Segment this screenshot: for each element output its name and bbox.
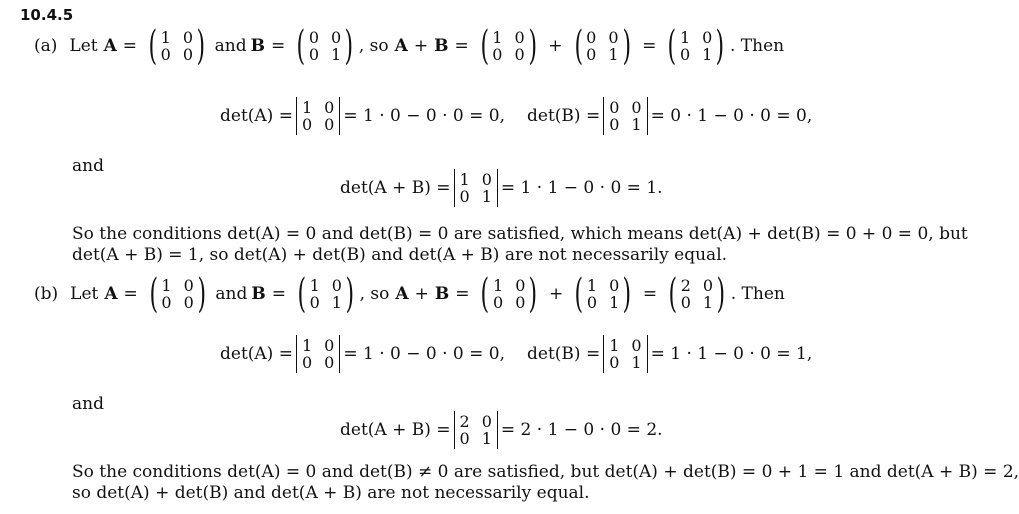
det-a-matrix: 1 0 0 0 — [296, 97, 340, 135]
let-word: Let — [69, 36, 98, 56]
matrix-a: ( 1 0 0 0 ) — [149, 271, 206, 317]
matrix-sum: ( 2 0 0 1 ) — [668, 271, 726, 317]
det-sum-matrix: 1 0 0 1 — [454, 169, 498, 207]
and-word: and — [72, 394, 104, 414]
matrix-a-name: A — [395, 284, 409, 304]
det-a-label: det(A) = — [220, 106, 293, 126]
det-a-matrix: 1 0 0 0 — [296, 335, 340, 373]
equals-sign: = — [642, 36, 657, 56]
matrix-b-name: B — [251, 284, 266, 304]
det-b-matrix: 0 0 0 1 — [603, 97, 647, 135]
equals-sign: = — [270, 36, 286, 56]
then-word: . Then — [729, 36, 785, 56]
det-sum-result: = 2 · 1 − 0 · 0 = 2. — [500, 420, 663, 440]
det-a-result: = 1 · 0 − 0 · 0 = 0, — [343, 344, 506, 364]
part-a-statement — [34, 24, 784, 68]
matrix-a: ( 1 0 0 0 ) — [148, 23, 206, 69]
plus-sign: + — [413, 36, 429, 56]
matrix-a-name: A — [394, 36, 408, 56]
matrix-b-name: B — [434, 36, 449, 56]
part-b-conclusion-line-2: so det(A) + det(B) and det(A + B) are not necessarily equal. — [72, 483, 590, 503]
equals-sign: = — [123, 284, 138, 304]
equals-sign: = — [455, 284, 470, 304]
part-b-conclusion-line-1: So the conditions det(A) = 0 and det(B) ≠ 0 are satisfied, but det(A) + det(B) = 0 + 1 = 1 and det(A + B) = 2, — [72, 462, 1019, 482]
det-sum-label: det(A + B) = — [340, 420, 451, 440]
equals-sign: = — [271, 284, 286, 304]
and-word: and — [214, 36, 247, 56]
part-b-label: (b) — [34, 284, 59, 304]
matrix-b: ( 0 0 0 1 ) — [296, 23, 354, 69]
det-sum-label: det(A + B) = — [340, 178, 451, 198]
matrix-sum: ( 1 0 0 1 ) — [667, 23, 725, 69]
plus-sign: + — [549, 284, 564, 304]
det-b-matrix: 1 0 0 1 — [603, 335, 647, 373]
det-a-result: = 1 · 0 − 0 · 0 = 0, — [343, 106, 506, 126]
det-sum-result: = 1 · 1 − 0 · 0 = 1. — [500, 178, 663, 198]
matrix-a-copy: ( 1 0 0 0 ) — [480, 23, 537, 69]
det-b-label: det(B) = — [527, 106, 601, 126]
part-b-statement — [34, 272, 785, 316]
det-b-label: det(B) = — [527, 344, 601, 364]
equals-sign: = — [454, 36, 469, 56]
then-word: . Then — [730, 284, 785, 304]
plus-sign: + — [414, 284, 429, 304]
equals-sign: = — [642, 284, 658, 304]
matrix-b-copy: ( 0 0 0 1 ) — [574, 23, 631, 69]
part-a-conclusion-line-2: det(A + B) = 1, so det(A) + det(B) and det(A + B) are not necessarily equal. — [72, 245, 728, 265]
det-sum-matrix: 2 0 0 1 — [454, 411, 498, 449]
so-word: , so — [358, 36, 389, 56]
matrix-a-copy: ( 1 0 0 0 ) — [480, 271, 538, 317]
det-b-result: = 0 · 1 − 0 · 0 = 0, — [650, 106, 813, 126]
part-a-label: (a) — [34, 36, 58, 56]
let-word: Let — [70, 284, 99, 304]
part-b-det-sum-line — [340, 408, 663, 452]
so-word: , so — [359, 284, 390, 304]
matrix-a-name: A — [104, 284, 118, 304]
and-word: and — [215, 284, 248, 304]
part-a-det-line — [220, 94, 812, 138]
exercise-number: 10.4.5 — [20, 6, 74, 24]
matrix-b: ( 1 0 0 1 ) — [297, 271, 355, 317]
matrix-b-name: B — [250, 36, 265, 56]
equals-sign: = — [122, 36, 138, 56]
matrix-b-name: B — [434, 284, 450, 304]
det-b-result: = 1 · 1 − 0 · 0 = 1, — [650, 344, 813, 364]
and-word: and — [72, 156, 104, 176]
part-a-det-sum-line — [340, 166, 663, 210]
part-a-conclusion-line-1: So the conditions det(A) = 0 and det(B) = 0 are satisfied, which means det(A) + det(B) = 0 + 0 = 0, but — [72, 224, 968, 244]
det-a-label: det(A) = — [220, 344, 293, 364]
matrix-b-copy: ( 1 0 0 1 ) — [574, 271, 632, 317]
plus-sign: + — [548, 36, 563, 56]
part-b-det-line — [220, 332, 812, 376]
matrix-a-name: A — [103, 36, 117, 56]
